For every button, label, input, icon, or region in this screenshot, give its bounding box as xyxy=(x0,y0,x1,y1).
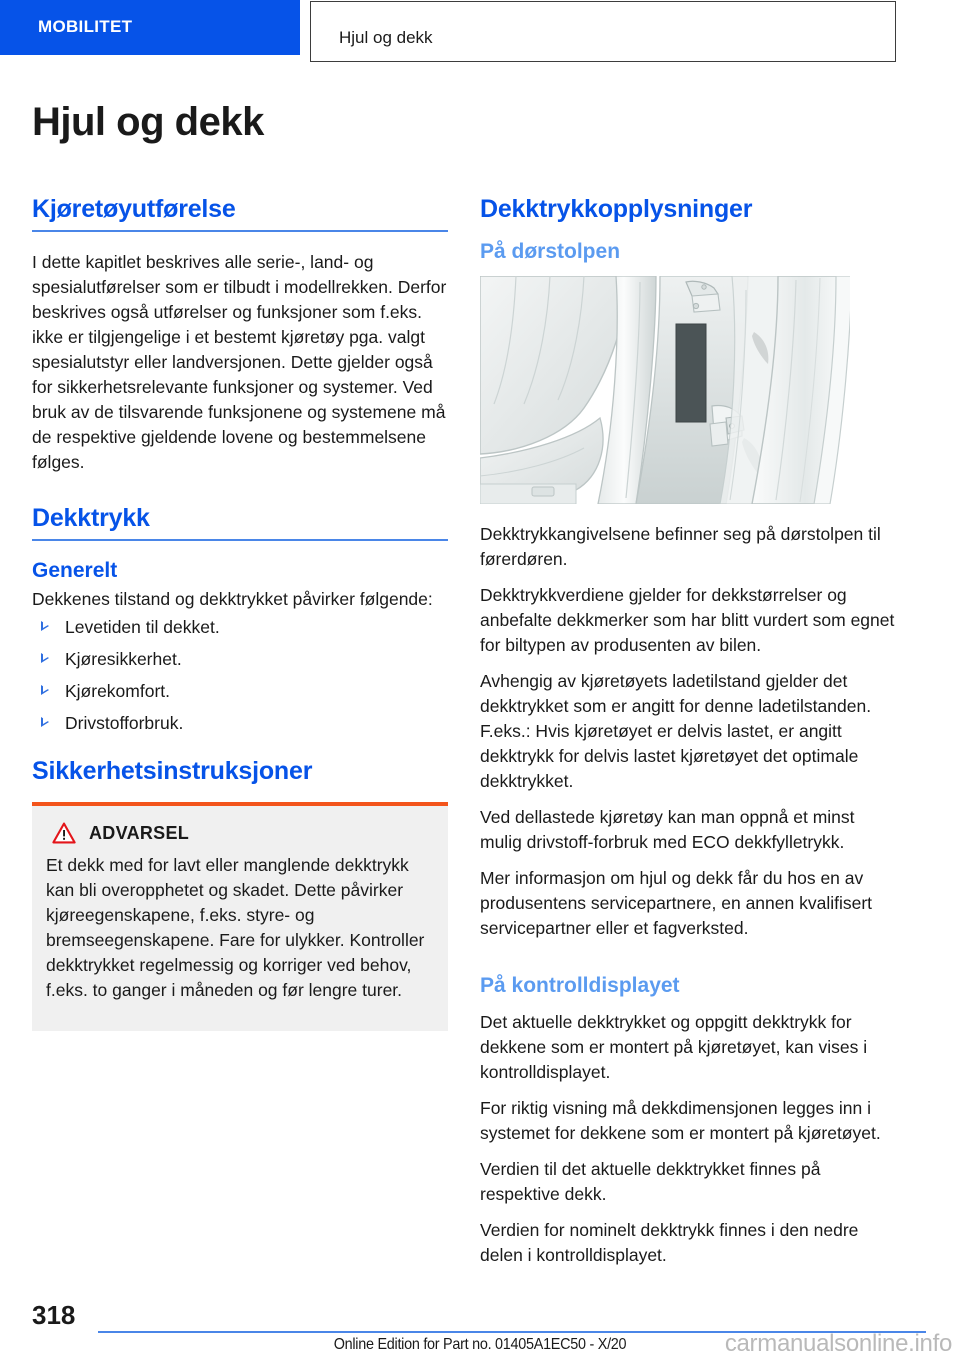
right-column xyxy=(480,195,896,1279)
illustration-svg xyxy=(480,276,896,504)
list-item xyxy=(32,711,448,736)
triangle-bullet-icon xyxy=(41,621,49,631)
subheading-pa-kontrolldisplayet: På kontrolldisplayet xyxy=(480,974,680,997)
heading-rule xyxy=(32,230,448,232)
page-title: Hjul og dekk xyxy=(32,100,264,144)
list-item-label: Levetiden til dekket. xyxy=(65,617,220,637)
section-tab[interactable] xyxy=(310,1,896,62)
list-item-label: Kjørekomfort. xyxy=(65,681,171,701)
heading-dekktrykk: Dekktrykk xyxy=(32,504,150,532)
warning-callout xyxy=(32,802,448,1031)
section-tab-label: Hjul og dekk xyxy=(339,28,433,47)
paragraph-kjoretoyutforelse: I dette kapitlet beskrives alle serie-, land- og spesialutførelser som er tilbudt i modellrekken. Derfor beskrives også utførelser og funksjoner som f.eks. ikke er tilgjengelige i et bestemt kjøretøy pga. valgt spesialutstyr eller landversjonen. Dette gjelder også for sikkerhetsrelevante funksjoner og systemer. Ved bruk av de tilsvarende funksjonene og systemene må de respektive gjeldende lovene og bestemmelsene følges. xyxy=(32,252,447,472)
triangle-bullet-icon xyxy=(41,717,49,727)
warning-body xyxy=(32,806,448,1031)
warning-text: Et dekk med for lavt eller manglende dekktrykk kan bli overopphetet og skadet. Dette påvirker kjøreegenskapene, f.eks. styre- og bremseegenskapene. Fare for ulykker. Kontroller dekktrykket regelmessig og korriger ved behov, f.eks. to ganger i måneden og før lengre turer. xyxy=(46,855,425,1000)
warning-title: ADVARSEL xyxy=(89,822,190,843)
paragraph-right-2: Dekktrykkverdiene gjelder for dekkstørrelser og anbefalte dekkmerker som har blitt vurdert som egnet for biltypen av produsenten av bilen. xyxy=(480,585,895,655)
list-item xyxy=(32,615,448,640)
page-number: 318 xyxy=(32,1300,76,1330)
bullet-list-dekktrykk-faktorer xyxy=(32,615,448,736)
list-item xyxy=(32,679,448,704)
paragraph-generelt: Dekkenes tilstand og dekktrykket påvirker følgende: xyxy=(32,589,433,609)
subheading-generelt: Generelt xyxy=(32,559,118,582)
edition-note: Online Edition for Part no. 01405A1EC50 - X/20 xyxy=(333,1336,627,1353)
paragraph-right-4: Ved dellastede kjøretøy kan man oppnå et minst mulig drivstoff-forbruk med ECO dekkfylletrykk. xyxy=(480,807,855,852)
heading-rule xyxy=(32,539,448,541)
watermark: carmanualsonline.info xyxy=(724,1330,952,1357)
left-column xyxy=(32,195,448,1031)
warning-header xyxy=(46,822,434,844)
paragraph-right-8: Verdien til det aktuelle dekktrykket finnes på respektive dekk. xyxy=(480,1159,821,1204)
list-item xyxy=(32,647,448,672)
paragraph-right-6: Det aktuelle dekktrykket og oppgitt dekktrykk for dekkene som er montert på kjøretøyet, kan vises i kontrolldisplayet. xyxy=(480,1012,868,1082)
chapter-label: MOBILITET xyxy=(38,17,133,36)
paragraph-right-1: Dekktrykkangivelsene befinner seg på dørstolpen til førerdøren. xyxy=(480,524,881,569)
triangle-bullet-icon xyxy=(41,653,49,663)
paragraph-right-7: For riktig visning må dekkdimensjonen legges inn i systemet for dekkene som er montert på kjøretøyet. xyxy=(480,1098,881,1143)
paragraph-right-9: Verdien for nominelt dekktrykk finnes i den nedre delen i kontrolldisplayet. xyxy=(480,1220,859,1265)
list-item-label: Kjøresikkerhet. xyxy=(65,649,182,669)
paragraph-right-3: Avhengig av kjøretøyets ladetilstand gjelder det dekktrykket som er angitt for denne ladetilstanden. F.eks.: Hvis kjøretøyet er delvis lastet, er angitt dekktrykk for delvis lastet kjøretøyet det optimale dekktrykket. xyxy=(480,671,872,791)
heading-kjoretoyutforelse: Kjøretøyutførelse xyxy=(32,195,236,223)
list-item-label: Drivstofforbruk. xyxy=(65,713,184,733)
heading-dekktrykkopplysninger: Dekktrykkopplysninger xyxy=(480,195,753,223)
warning-triangle-icon xyxy=(52,822,76,844)
triangle-bullet-icon xyxy=(41,685,49,695)
paragraph-right-5: Mer informasjon om hjul og dekk får du hos en av produsentens servicepartnere, en annen kvalifisert servicepartner eller et fagverksted. xyxy=(480,868,873,938)
subheading-pa-dorstolpen: På dørstolpen xyxy=(480,240,621,263)
heading-sikkerhetsinstruksjoner: Sikkerhetsinstruksjoner xyxy=(32,757,313,785)
door-sill-tyre-pressure-label-illustration xyxy=(480,276,896,506)
chapter-banner xyxy=(0,0,300,55)
page-header xyxy=(0,0,960,62)
